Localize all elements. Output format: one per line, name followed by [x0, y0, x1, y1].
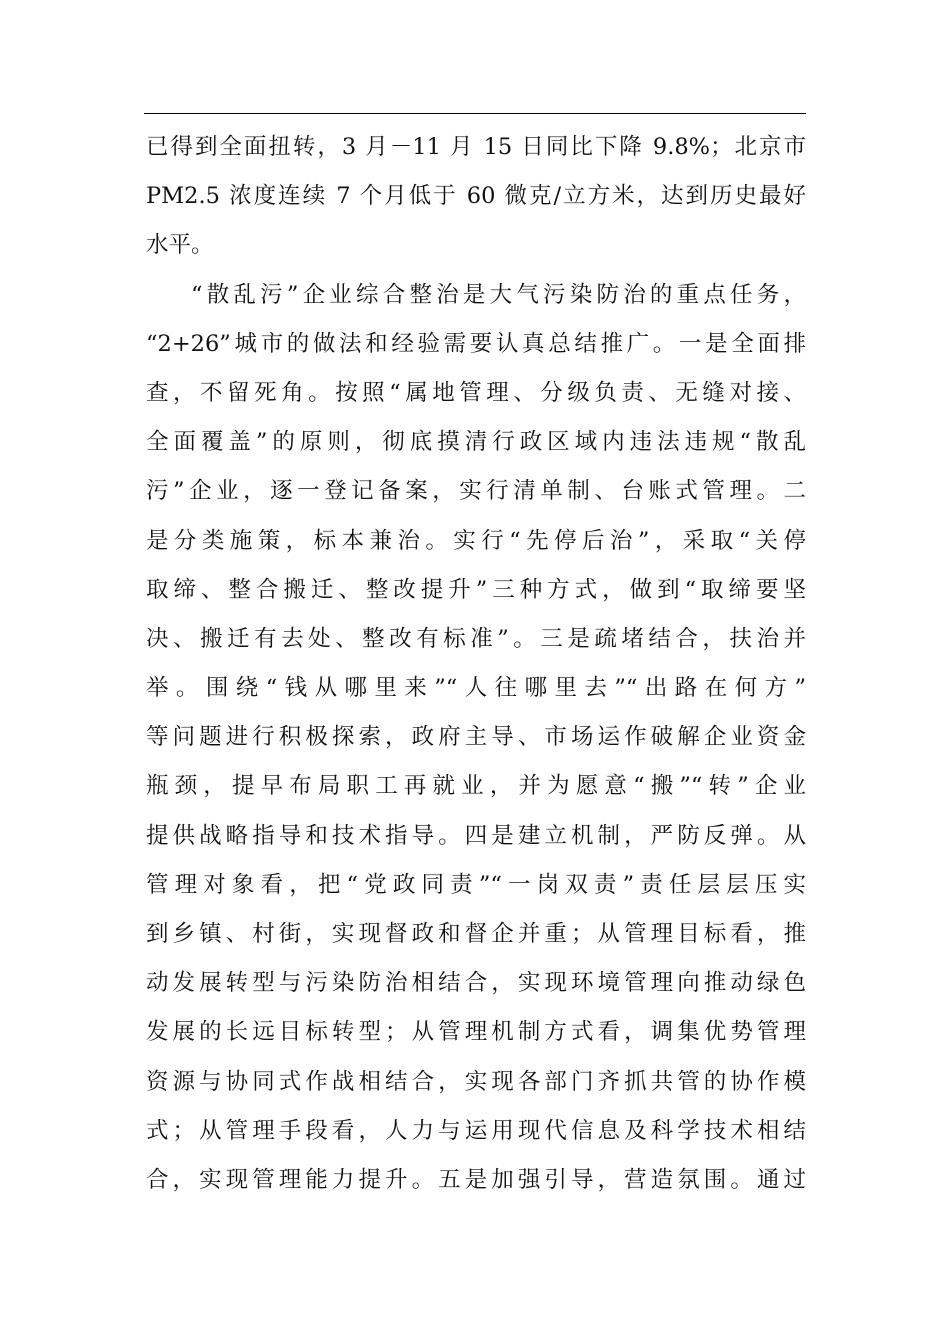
- text-line: 全面覆盖”的原则，彻底摸清行政区域内违法违规“散乱: [146, 429, 806, 456]
- text-line: 查，不留死角。按照“属地管理、分级负责、无缝对接、: [146, 379, 806, 406]
- text-line: “2+26”城市的做法和经验需要认真总结推广。一是全面排: [146, 330, 806, 357]
- text-line: 到乡镇、村街，实现督政和督企并重；从管理目标看，推: [146, 921, 806, 947]
- text-line: 合，实现管理能力提升。五是加强引导，营造氛围。通过: [146, 1166, 806, 1193]
- text-line: 式；从管理手段看，人力与运用现代信息及科学技术相结: [146, 1117, 806, 1144]
- text-line: 已得到全面扭转，3 月－11 月 15 日同比下降 9.8%；北京市: [146, 134, 806, 160]
- header-rule: [144, 113, 806, 114]
- document-body: [146, 123, 806, 1205]
- text-line: “散乱污”企业综合整治是大气污染防治的重点任务，: [191, 281, 806, 308]
- text-line: 动发展转型与污染防治相结合，实现环境管理向推动绿色: [146, 970, 806, 997]
- text-line: 等问题进行积极探索，政府主导、市场运作破解企业资金: [146, 724, 806, 751]
- text-line: 水平。: [146, 232, 214, 259]
- paragraph-2: [146, 271, 806, 1206]
- text-line: PM2.5 浓度连续 7 个月低于 60 微克/立方米，达到历史最好: [146, 183, 806, 210]
- text-line: 决、搬迁有去处、整改有标准”。三是疏堵结合，扶治并: [146, 625, 806, 652]
- text-line: 管理对象看，把“党政同责”“一岗双责”责任层层压实: [146, 871, 806, 898]
- text-line: 提供战略指导和技术指导。四是建立机制，严防反弹。从: [146, 822, 806, 849]
- text-line: 举。围绕“钱从哪里来”“人往哪里去”“出路在何方”: [146, 675, 806, 702]
- text-line: 是分类施策，标本兼治。实行“先停后治”，采取“关停: [146, 527, 806, 554]
- text-line: 资源与协同式作战相结合，实现各部门齐抓共管的协作模: [146, 1068, 806, 1095]
- text-line: 取缔、整合搬迁、整改提升”三种方式，做到“取缔要坚: [146, 576, 806, 603]
- text-line: 污”企业，逐一登记备案，实行清单制、台账式管理。二: [146, 478, 806, 505]
- text-line: 瓶颈，提早布局职工再就业，并为愿意“搬”“转”企业: [146, 773, 806, 800]
- text-line: 发展的长远目标转型；从管理机制方式看，调集优势管理: [146, 1019, 806, 1046]
- paragraph-1: [146, 123, 806, 271]
